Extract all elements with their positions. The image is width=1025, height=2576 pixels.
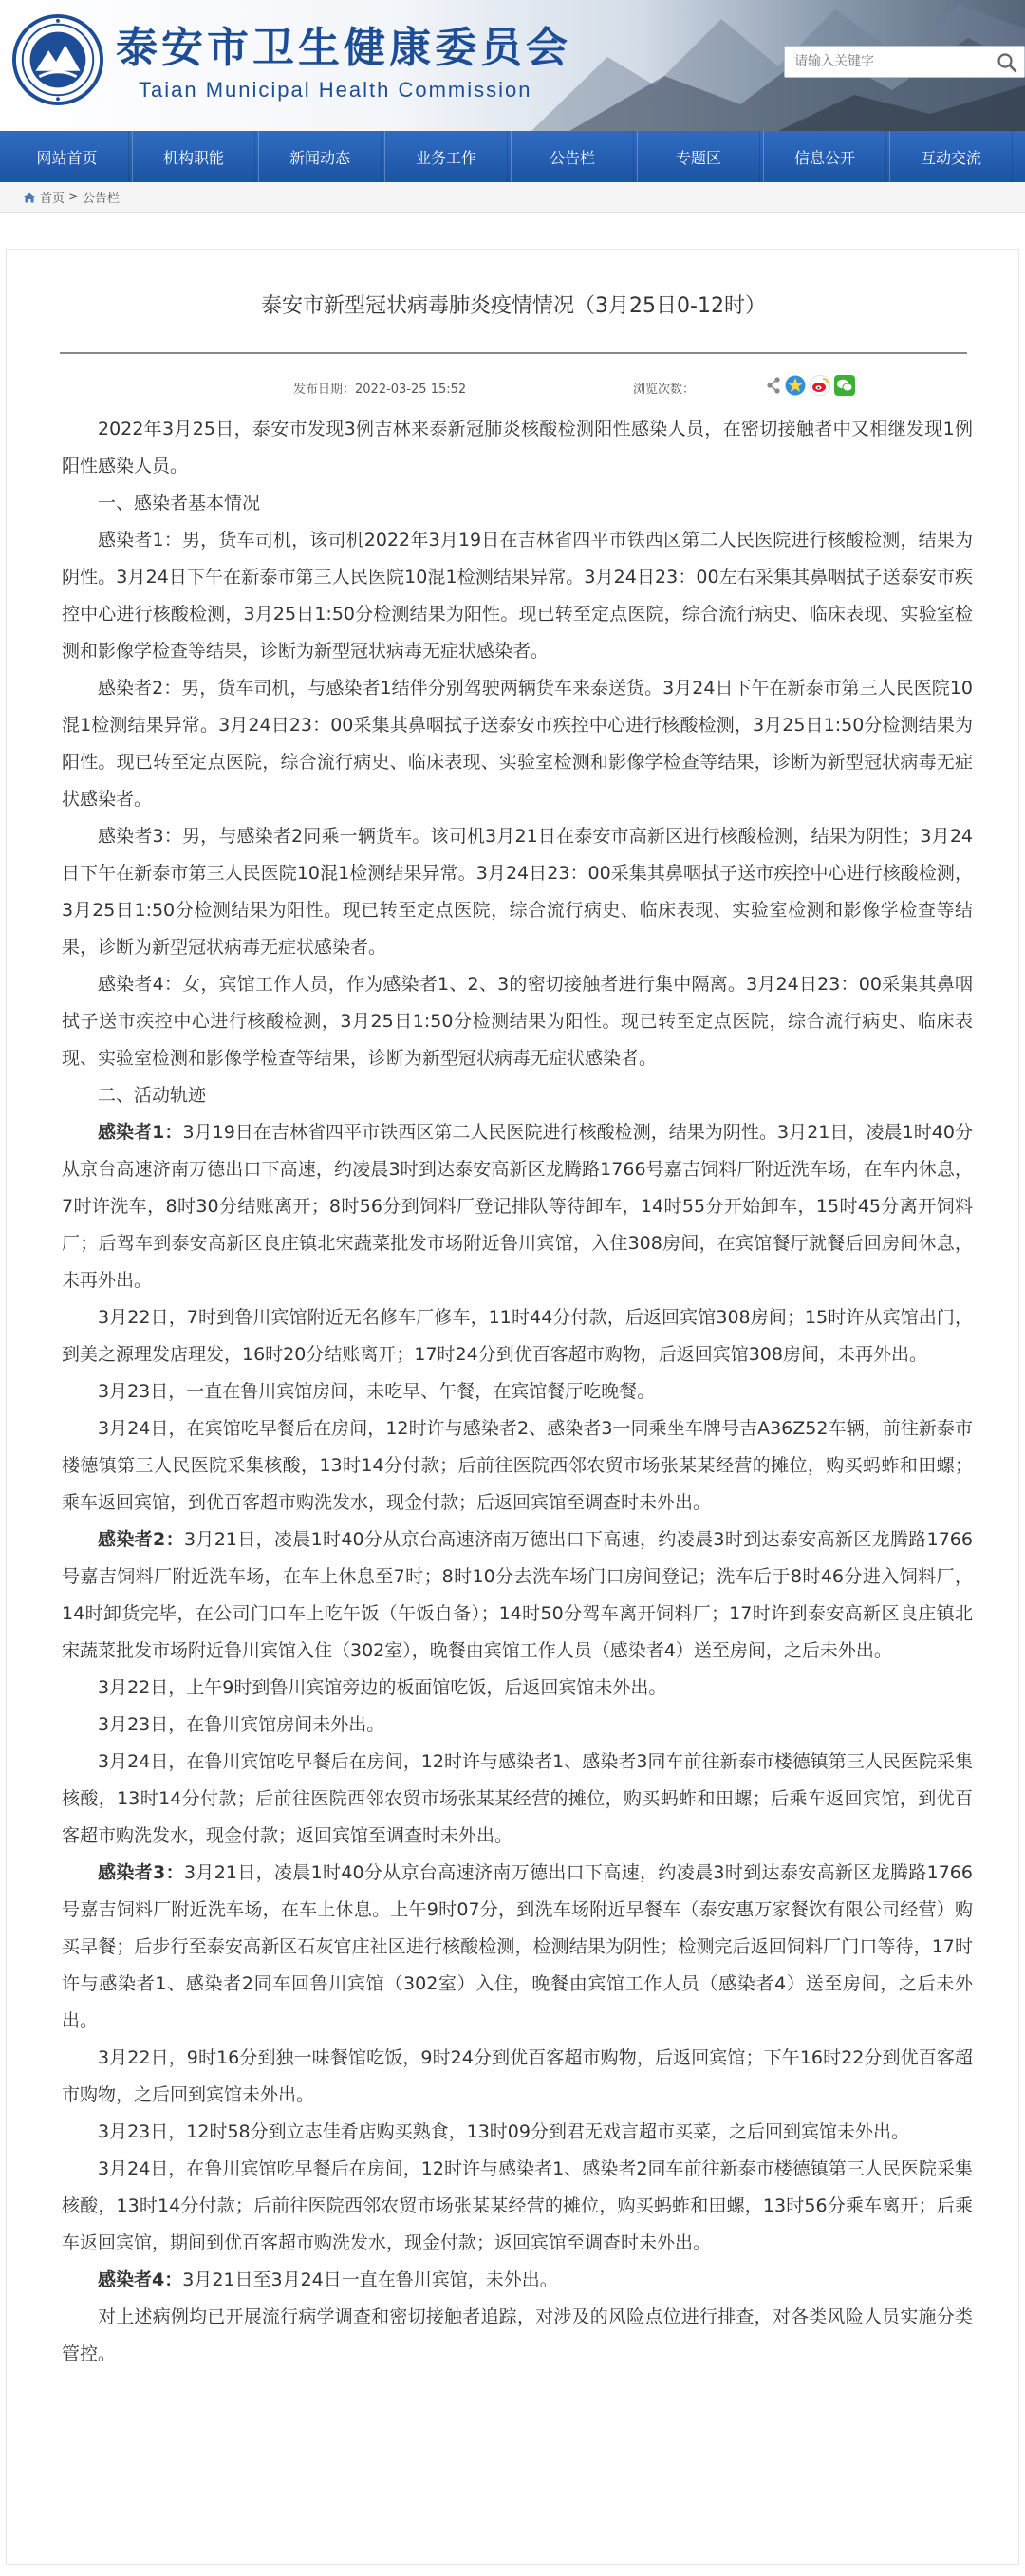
case-label: 感染者2： (98, 1529, 184, 1550)
paragraph: 3月24日，在鲁川宾馆吃早餐后在房间，12时许与感染者1、感染者2同车前往新泰市楼德镇第三人民医院采集核酸，13时14分付款；后前往医院西邻农贸市场张某某经营的摊位，购买蚂蚱和田螺，13时56分乘车离开；后乘车返回宾馆，期间到优百客超市购洗发水，现金付款；返回宾馆至调查时未外出。 (62, 2158, 973, 2253)
breadcrumb-separator: > (68, 190, 79, 204)
paragraph: 3月22日，7时到鲁川宾馆附近无名修车厂修车，11时44分付款，后返回宾馆308房间；15时许从宾馆出门，到美之源理发店理发，16时20分结账离开；17时24分到优百客超市购物，后返回宾馆308房间，未再外出。 (62, 1307, 973, 1365)
site-subtitle: Taian Municipal Health Commission (139, 78, 532, 102)
home-icon (23, 191, 36, 204)
search-icon[interactable] (996, 51, 1018, 74)
commission-logo[interactable] (11, 13, 104, 106)
weibo-share-icon[interactable] (810, 375, 830, 396)
paragraph-text: 3月21日至3月24日一直在鲁川宾馆，未外出。 (182, 2269, 558, 2290)
case-label: 感染者3： (98, 1862, 184, 1883)
search-box (784, 46, 1025, 78)
paragraph: 3月23日，在鲁川宾馆房间未外出。 (98, 1714, 385, 1735)
nav-item-disclosure[interactable]: 信息公开 (763, 131, 886, 182)
paragraph-text: 3月21日，凌晨1时40分从京台高速济南万德出口下高速，约凌晨3时到达泰安高新区龙腾路1766号嘉吉饲料厂附近洗车场，在车上休息至7时；8时10分去洗车场门口房间登记；洗车后于8时46分进入饲料厂，14时卸货完毕，在公司门口车上吃午饭（午饭自备）；14时50分驾车离开饲料厂；17时许到泰安高新区良庄镇北宋蔬菜批发市场附近鲁川宾馆入住（302室），晚餐由宾馆工作人员（感染者4）送至房间，之后未外出。 (62, 1529, 973, 1661)
view-count-label: 浏览次数： (633, 383, 696, 397)
paragraph: 对上述病例均已开展流行病学调查和密切接触者追踪，对涉及的风险点位进行排查，对各类风险人员实施分类管控。 (62, 2306, 973, 2364)
paragraph: 3月24日，在宾馆吃早餐后在房间，12时许与感染者2、感染者3一同乘坐车牌号吉A36Z52车辆，前往新泰市楼德镇第三人民医院采集核酸，13时14分付款；后前往医院西邻农贸市场张某某经营的摊位，购买蚂蚱和田螺；乘车返回宾馆，到优百客超市购洗发水，现金付款；后返回宾馆至调查时未外出。 (62, 1418, 973, 1513)
paragraph: 3月22日，9时16分到独一味餐馆吃饭，9时24分到优百客超市购物，后返回宾馆；下午16时22分到优百客超市购物，之后回到宾馆未外出。 (62, 2047, 973, 2105)
site-header (0, 0, 1025, 131)
nav-item-functions[interactable]: 机构职能 (132, 131, 255, 182)
article-container (6, 249, 1019, 2565)
paragraph: 2022年3月25日，泰安市发现3例吉林来泰新冠肺炎核酸检测阳性感染人员，在密切接触者中又相继发现1例阳性感染人员。 (62, 419, 973, 476)
qzone-share-icon[interactable] (785, 375, 806, 396)
article-meta (7, 371, 1020, 401)
breadcrumb (0, 182, 1025, 213)
breadcrumb-current-link[interactable]: 公告栏 (82, 192, 120, 206)
paragraph (62, 2262, 973, 2299)
paragraph-text: 3月21日，凌晨1时40分从京台高速济南万德出口下高速，约凌晨3时到达泰安高新区龙腾路1766号嘉吉饲料厂附近洗车场，在车上休息。上午9时07分，到洗车场附近早餐车（泰安惠万家餐饮有限公司经营）购买早餐；后步行至泰安高新区石灰官庄社区进行核酸检测，检测结果为阴性；检测完后返回饲料厂门口等待，17时许与感染者1、感染者2同车回鲁川宾馆（302室）入住，晚餐由宾馆工作人员（感染者4）送至房间，之后未外出。 (62, 1862, 973, 2031)
paragraph (62, 1114, 973, 1299)
publish-date-value: 2022-03-25 15:52 (355, 383, 467, 397)
case-label: 感染者4： (98, 2269, 183, 2290)
nav-item-interaction[interactable]: 互动交流 (889, 131, 1013, 182)
paragraph: 感染者1：男，货车司机，该司机2022年3月19日在吉林省四平市铁西区第二人民医院进行核酸检测，结果为阴性。3月24日下午在新泰市第三人民医院10混1检测结果异常。3月24日23：00左右采集其鼻咽拭子送泰安市疾控中心进行核酸检测，3月25日1:50分检测结果为阳性。现已转至定点医院，综合流行病史、临床表现、实验室检测和影像学检查等结果，诊断为新型冠状病毒无症状感染者。 (62, 530, 973, 662)
paragraph (62, 1521, 973, 1670)
nav-item-home[interactable]: 网站首页 (6, 131, 129, 182)
paragraph: 感染者2：男，货车司机，与感染者1结伴分别驾驶两辆货车来泰送货。3月24日下午在新泰市第三人民医院10混1检测结果异常。3月24日23：00采集其鼻咽拭子送泰安市疾控中心进行核酸检测，3月25日1:50分检测结果为阳性。现已转至定点医院，综合流行病史、临床表现、实验室检测和影像学检查等结果，诊断为新型冠状病毒无症状感染者。 (62, 678, 973, 810)
publish-date (293, 379, 466, 397)
case-label: 感染者1： (98, 1122, 183, 1143)
main-nav (0, 131, 1025, 182)
share-icon[interactable] (766, 375, 781, 396)
wechat-share-icon[interactable] (834, 375, 855, 396)
site-title: 泰安市卫生健康委员会 (116, 24, 571, 72)
view-count (633, 379, 695, 397)
paragraph (62, 1855, 973, 2040)
paragraph: 感染者4：女，宾馆工作人员，作为感染者1、2、3的密切接触者进行集中隔离。3月24日23：00采集其鼻咽拭子送市疾控中心进行核酸检测，3月25日1:50分检测结果为阳性。现已转至定点医院，综合流行病史、临床表现、实验室检测和影像学检查等结果，诊断为新型冠状病毒无症状感染者。 (62, 974, 973, 1069)
nav-item-topics[interactable]: 专题区 (637, 131, 760, 182)
paragraph: 3月24日，在鲁川宾馆吃早餐后在房间，12时许与感染者1、感染者3同车前往新泰市楼德镇第三人民医院采集核酸，13时14分付款；后前往医院西邻农贸市场张某某经营的摊位，购买蚂蚱和田螺；后乘车返回宾馆，到优百客超市购洗发水，现金付款；返回宾馆至调查时未外出。 (62, 1751, 973, 1846)
title-divider (60, 352, 967, 354)
paragraph: 感染者3：男，与感染者2同乘一辆货车。该司机3月21日在泰安市高新区进行核酸检测，结果为阴性；3月24日下午在新泰市第三人民医院10混1检测结果异常。3月24日23：00采集其鼻咽拭子送市疾控中心进行核酸检测，3月25日1:50分检测结果为阳性。现已转至定点医院，综合流行病史、临床表现、实验室检测和影像学检查等结果，诊断为新型冠状病毒无症状感染者。 (62, 826, 973, 958)
nav-item-business[interactable]: 业务工作 (384, 131, 508, 182)
section-heading: 一、感染者基本情况 (98, 493, 261, 513)
paragraph: 3月22日，上午9时到鲁川宾馆旁边的板面馆吃饭，后返回宾馆未外出。 (98, 1677, 667, 1698)
paragraph: 3月23日，12时58分到立志佳肴店购买熟食，13时09分到君无戏言超市买菜，之后回到宾馆未外出。 (98, 2121, 909, 2142)
breadcrumb-home-link[interactable]: 首页 (40, 192, 65, 206)
publish-date-label: 发布日期： (293, 383, 356, 397)
search-input[interactable] (785, 47, 984, 77)
paragraph-text: 3月19日在吉林省四平市铁西区第二人民医院进行核酸检测，结果为阴性。3月21日，凌晨1时40分从京台高速济南万德出口下高速，约凌晨3时到达泰安高新区龙腾路1766号嘉吉饲料厂附近洗车场，在车内休息，7时许洗车，8时30分结账离开；8时56分到饲料厂登记排队等待卸车，14时55分开始卸车，15时45分离开饲料厂；后驾车到泰安高新区良庄镇北宋蔬菜批发市场附近鲁川宾馆，入住308房间，在宾馆餐厅就餐后回房间休息，未再外出。 (62, 1122, 973, 1291)
article-body (62, 411, 973, 2373)
nav-item-notices[interactable]: 公告栏 (511, 131, 634, 182)
nav-item-news[interactable]: 新闻动态 (258, 131, 382, 182)
paragraph: 3月23日，一直在鲁川宾馆房间，未吃早、午餐，在宾馆餐厅吃晚餐。 (98, 1381, 656, 1402)
section-heading: 二、活动轨迹 (98, 1085, 207, 1106)
article-title: 泰安市新型冠状病毒肺炎疫情情况（3月25日0-12时） (261, 294, 766, 318)
share-bar (766, 375, 855, 396)
